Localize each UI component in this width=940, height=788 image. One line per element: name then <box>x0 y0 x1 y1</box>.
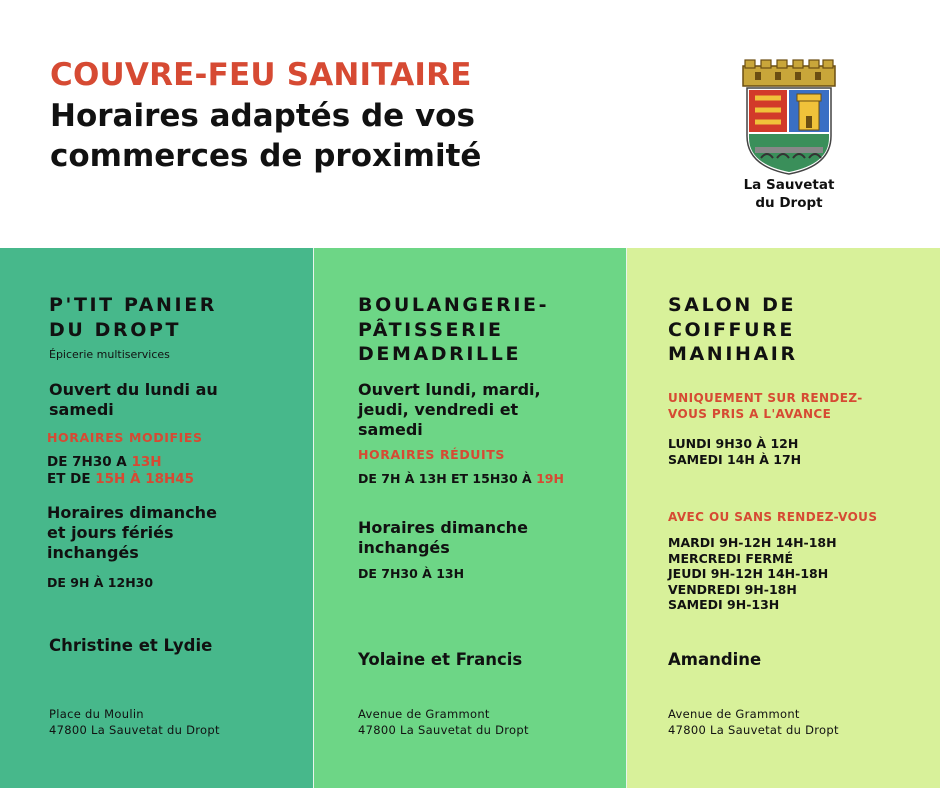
walk-in-hours <box>668 535 837 613</box>
appointment-only-label <box>668 390 863 422</box>
town-name-line1: La Sauvetat <box>743 177 835 193</box>
walk-in-hours-line: SAMEDI 9H-13H <box>668 597 780 612</box>
sunday-hours: DE 7H30 À 13H <box>358 566 465 581</box>
shop-name-line: P'TIT PANIER <box>49 294 218 316</box>
sunday-hours: DE 9H À 12H30 <box>47 575 154 590</box>
shop-name-line: DU DROPT <box>49 318 182 341</box>
sunday-note-line: inchangés <box>358 538 450 557</box>
subheadline-line1: Horaires adaptés de vos <box>50 98 475 134</box>
walk-in-hours-line: MERCREDI FERMÉ <box>668 550 793 566</box>
hours-highlight: 13H <box>131 454 162 470</box>
shop-owners: Christine et Lydie <box>49 636 213 655</box>
shop-address <box>49 706 220 738</box>
town-name <box>720 176 858 212</box>
town-crest-icon <box>733 58 845 176</box>
opening-days-line: Ouvert du lundi au <box>49 380 218 399</box>
subheadline-line2: commerces de proximité <box>50 138 482 174</box>
address-line: 47800 La Sauvetat du Dropt <box>358 723 529 737</box>
appointment-hours-line: SAMEDI 14H À 17H <box>668 451 802 467</box>
hours-text: ET DE <box>47 471 96 487</box>
hours-text: DE 7H À 13H ET 15H30 À <box>358 471 537 486</box>
sunday-note-line: Horaires dimanche <box>358 518 528 537</box>
sunday-note-line: Horaires dimanche <box>47 503 217 522</box>
shop-name-line: PÂTISSERIE <box>358 318 504 341</box>
address-line: Place du Moulin <box>49 707 144 721</box>
walk-in-label: AVEC OU SANS RENDEZ-VOUS <box>668 510 878 524</box>
opening-hours <box>47 454 194 488</box>
sunday-hours-note <box>47 503 217 563</box>
opening-days <box>358 380 541 440</box>
opening-days-line: jeudi, vendredi et <box>358 400 519 419</box>
town-name-line2: du Dropt <box>755 195 823 211</box>
opening-days <box>49 380 218 420</box>
hours-text: DE 7H30 A <box>47 454 132 470</box>
address-line: 47800 La Sauvetat du Dropt <box>49 723 220 737</box>
shop-name-line: BOULANGERIE- <box>358 294 550 316</box>
opening-days-line: Ouvert lundi, mardi, <box>358 380 541 399</box>
appointment-label-line: VOUS PRIS A L'AVANCE <box>668 407 832 421</box>
header <box>0 0 940 248</box>
sunday-note-line: inchangés <box>47 543 139 562</box>
hours-highlight: 19H <box>536 471 564 486</box>
hours-reduced-label: HORAIRES RÉDUITS <box>358 447 506 462</box>
shop-name-line: MANIHAIR <box>668 343 798 365</box>
shop-name-line: DEMADRILLE <box>358 343 522 365</box>
address-line: Avenue de Grammont <box>668 707 800 721</box>
shop-name-line: COIFFURE <box>668 318 795 341</box>
opening-hours-line <box>47 471 194 488</box>
walk-in-hours-line: VENDREDI 9H-18H <box>668 581 797 597</box>
opening-days-line: samedi <box>49 400 114 419</box>
opening-days-line: samedi <box>358 420 423 439</box>
shop-name <box>358 293 549 367</box>
opening-hours <box>358 471 564 487</box>
address-line: Avenue de Grammont <box>358 707 490 721</box>
walk-in-hours-line: MARDI 9H-12H 14H-18H <box>668 535 837 550</box>
shop-address <box>358 706 529 738</box>
appointment-label-line: UNIQUEMENT SUR RENDEZ- <box>668 391 863 405</box>
appointment-hours <box>668 436 801 467</box>
sunday-note-line: et jours fériés <box>47 523 174 542</box>
shop-owners: Amandine <box>668 650 762 669</box>
shop-owners: Yolaine et Francis <box>358 650 523 669</box>
address-line: 47800 La Sauvetat du Dropt <box>668 723 839 737</box>
headline: COUVRE-FEU SANITAIRE <box>50 57 472 93</box>
shop-name <box>668 293 798 367</box>
subheadline <box>50 96 610 176</box>
shop-name <box>49 293 217 342</box>
shop-address <box>668 706 839 738</box>
walk-in-hours-line: JEUDI 9H-12H 14H-18H <box>668 566 829 581</box>
opening-hours-line <box>47 454 194 471</box>
shop-subtitle: Épicerie multiservices <box>49 348 170 361</box>
hours-highlight: 15H À 18H45 <box>95 471 195 487</box>
appointment-hours-line: LUNDI 9H30 À 12H <box>668 436 799 451</box>
sunday-hours-note <box>358 518 528 558</box>
shop-name-line: SALON DE <box>668 294 797 316</box>
hours-modified-label: HORAIRES MODIFIES <box>47 430 203 445</box>
